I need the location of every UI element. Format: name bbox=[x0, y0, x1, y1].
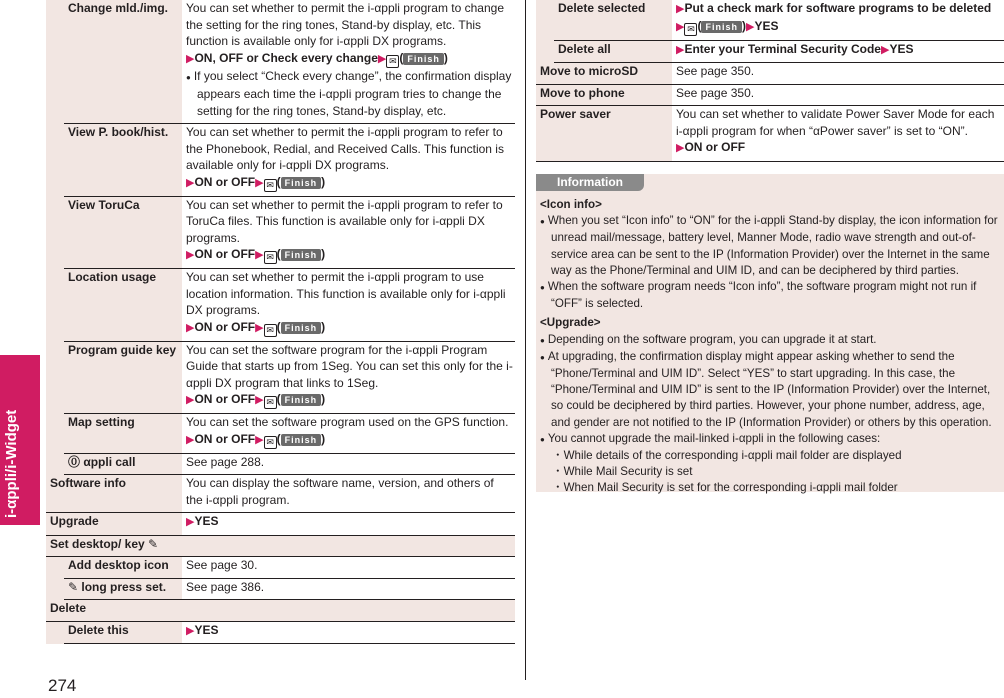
setting-description bbox=[182, 621, 515, 644]
icon-info-title: <Icon info> bbox=[540, 198, 602, 211]
arrow-icon: ▶ bbox=[255, 433, 264, 446]
finish-key-icon: Finish bbox=[281, 322, 322, 334]
setting-description bbox=[672, 84, 1004, 106]
table-row bbox=[46, 196, 515, 269]
table-row bbox=[46, 578, 515, 600]
setting-description bbox=[182, 196, 515, 269]
description-text: You can set whether to permit the i-αppli program to use location information. This function is available only for i-αppli DX programs. bbox=[186, 270, 506, 317]
finish-key-icon: Finish bbox=[281, 394, 322, 406]
action-line bbox=[676, 139, 1002, 157]
arrow-icon: ▶ bbox=[676, 3, 685, 15]
description-text: You can set the software program for the i-αppli Program Guide that starts up from 1Seg. You can set this only for the i-αppli DX program that links to 1Seg. bbox=[186, 342, 513, 390]
info-case-text: While details of the corresponding i-αppli mail folder are displayed bbox=[563, 449, 902, 463]
table-row bbox=[46, 621, 515, 644]
indent-cell bbox=[46, 578, 64, 600]
mail-key-icon: ✉ bbox=[684, 23, 697, 36]
group-header-row bbox=[46, 535, 515, 557]
setting-key-label: Software info bbox=[50, 476, 127, 490]
setting-description bbox=[672, 40, 1004, 63]
info-case-text: While Mail Security is set bbox=[563, 465, 693, 479]
group-key bbox=[46, 535, 515, 557]
table-row bbox=[536, 63, 1004, 85]
description-text: You can set the software program used on the GPS function. bbox=[186, 415, 509, 429]
indent-cell bbox=[46, 124, 64, 197]
description-text: You can set whether to validate Power Saver Mode for each i-αppli program for when “αPower saver” is set to “ON”. bbox=[676, 107, 995, 138]
table-row bbox=[46, 414, 515, 454]
setting-description bbox=[182, 414, 515, 454]
setting-description bbox=[182, 269, 515, 342]
arrow-icon: ▶ bbox=[186, 321, 195, 334]
info-case: ・While Mail Security is set bbox=[552, 465, 693, 479]
setting-key-label: Upgrade bbox=[50, 514, 99, 528]
setting-key bbox=[64, 453, 182, 475]
information-tag: Information bbox=[536, 174, 644, 191]
information-box bbox=[536, 174, 1004, 495]
setting-description bbox=[182, 341, 515, 414]
action-tail: YES bbox=[754, 18, 779, 33]
info-bullet: ● When you set “Icon info” to “ON” for the i-αppli Stand-by display, the icon information for unread mail/message, battery level, Manner Mode, radio wave strength and out-of-service area can be sent to the IP (Information Provider) over the Internet in the same way as the Phone/Terminal and UIM ID, and can be deciphered by third parties. bbox=[540, 213, 1002, 279]
action-label: ON or OFF bbox=[194, 174, 256, 189]
setting-key: Delete this bbox=[64, 621, 182, 644]
table-row bbox=[46, 453, 515, 475]
arrow-icon: ▶ bbox=[186, 433, 195, 446]
setting-description bbox=[672, 106, 1004, 162]
setting-key: Move to phone bbox=[536, 84, 672, 106]
group-header-row bbox=[46, 600, 515, 622]
action-label: ON or OFF bbox=[194, 431, 256, 446]
setting-description: See page 386. bbox=[182, 578, 515, 600]
side-tab-label: i-αppli/i-Widget bbox=[3, 409, 20, 518]
setting-key-label: Add desktop icon bbox=[68, 558, 169, 572]
info-case: ・While details of the corresponding i-αppli mail folder are displayed bbox=[552, 449, 902, 463]
description-text: See page 288. bbox=[186, 454, 265, 469]
finish-key-icon: Finish bbox=[701, 21, 742, 33]
arrow-icon: ▶ bbox=[676, 142, 685, 154]
setting-key bbox=[64, 269, 182, 342]
setting-description: ▶Put a check mark for software programs to be deleted ▶ ✉ ( Finish )▶YES bbox=[672, 0, 1004, 40]
side-tab bbox=[0, 0, 40, 698]
action-label: YES bbox=[194, 514, 219, 528]
setting-key bbox=[64, 196, 182, 269]
group-key bbox=[46, 600, 515, 622]
arrow-icon: ▶ bbox=[676, 43, 685, 56]
info-bullet: ● Depending on the software program, you can upgrade it at start. bbox=[540, 332, 1002, 349]
setting-key bbox=[64, 578, 182, 600]
table-row bbox=[46, 341, 515, 414]
arrow-icon: ▶ bbox=[255, 249, 264, 261]
setting-key bbox=[64, 557, 182, 579]
setting-key bbox=[64, 414, 182, 454]
arrow-icon: ▶ bbox=[676, 20, 685, 33]
arrow-icon: ▶ bbox=[880, 43, 890, 56]
setting-description bbox=[182, 475, 515, 513]
setting-key: Delete selected bbox=[554, 0, 672, 40]
action-line: ▶ON or OFF▶ ✉ ( Finish ) bbox=[186, 392, 326, 407]
group-key-label: Delete bbox=[50, 601, 87, 615]
description-text: See page 350. bbox=[676, 85, 755, 100]
setting-key bbox=[64, 124, 182, 197]
action-line: ▶ON or OFF▶ ✉ ( Finish ) bbox=[186, 247, 326, 262]
indent-cell bbox=[46, 269, 64, 342]
indent-cell bbox=[46, 414, 64, 454]
setting-description bbox=[182, 124, 515, 197]
pen-icon: ✎ bbox=[68, 579, 82, 594]
setting-description bbox=[672, 63, 1004, 85]
table-row bbox=[536, 0, 1004, 40]
info-bullet: ● You cannot upgrade the mail-linked i-αppli in the following cases: bbox=[540, 431, 1002, 448]
arrow-icon: ▶ bbox=[186, 624, 195, 637]
setting-key-label: long press set. bbox=[81, 579, 167, 594]
arrow-icon: ▶ bbox=[186, 176, 195, 189]
indent-cell bbox=[46, 0, 64, 124]
action-line: ▶ON or OFF▶ ✉ ( Finish ) bbox=[186, 319, 326, 335]
mail-key-icon: ✉ bbox=[264, 396, 277, 409]
note-bullet: ● If you select “Check every change”, the confirmation display appears each time the i-αppli program tries to change the setting for the ring tones, Stand-by display, etc. bbox=[186, 68, 513, 120]
table-row bbox=[46, 269, 515, 342]
setting-key-label: View P. book/hist. bbox=[68, 125, 169, 139]
setting-description: See page 30. bbox=[182, 557, 515, 579]
arrow-icon: ▶ bbox=[186, 516, 195, 528]
arrow-icon: ▶ bbox=[255, 176, 264, 189]
setting-key-label: Map setting bbox=[68, 415, 135, 429]
info-bullet: ● At upgrading, the confirmation display might appear asking whether to send the “Phone/Terminal and UIM ID”. Select “YES” to start upgrading. In this case, the “Phone/Terminal and UIM ID” is sent to the IP (Information Provider) over the Internet, so could be deciphered by third parties. However, your phone number, address, age, and gender are not notified to the IP (Information Provider) or others by this operation. bbox=[540, 349, 1002, 431]
appli-key-icon: ⓪ bbox=[68, 454, 84, 469]
indent-cell bbox=[46, 557, 64, 579]
arrow-icon: ▶ bbox=[186, 249, 195, 261]
mail-key-icon: ✉ bbox=[264, 436, 277, 449]
mail-key-icon: ✉ bbox=[264, 251, 277, 264]
indent-cell bbox=[536, 40, 554, 63]
action-label: YES bbox=[194, 622, 219, 637]
arrow-icon: ▶ bbox=[186, 52, 195, 65]
finish-key-icon: Finish bbox=[281, 434, 322, 446]
info-case: ・When Mail Security is set for the corresponding i-αppli mail folder bbox=[552, 481, 898, 495]
arrow-icon: ▶ bbox=[255, 394, 264, 406]
upgrade-info-title: <Upgrade> bbox=[540, 316, 601, 330]
group-key-label: Set desktop/ key bbox=[50, 536, 145, 551]
right-settings-table bbox=[536, 0, 1004, 162]
indent-cell bbox=[46, 196, 64, 269]
action-label: Put a check mark for software programs to be deleted bbox=[684, 1, 992, 15]
arrow-icon: ▶ bbox=[745, 20, 755, 33]
action-label: Enter your Terminal Security Code bbox=[684, 41, 881, 56]
setting-key bbox=[46, 475, 182, 513]
setting-key bbox=[64, 0, 182, 124]
description-text: See page 350. bbox=[676, 64, 755, 78]
page-number: 274 bbox=[48, 676, 77, 695]
indent-cell bbox=[46, 341, 64, 414]
setting-key-label: View ToruCa bbox=[68, 197, 140, 212]
mail-key-icon: ✉ bbox=[386, 55, 399, 68]
setting-key bbox=[64, 341, 182, 414]
table-row bbox=[46, 124, 515, 197]
arrow-icon: ▶ bbox=[186, 394, 195, 406]
action-tail: YES bbox=[889, 41, 914, 56]
table-row bbox=[46, 0, 515, 124]
table-row bbox=[46, 513, 515, 536]
action-line: ▶ON or OFF▶ ✉ ( Finish ) bbox=[186, 431, 326, 447]
setting-description bbox=[182, 0, 515, 124]
table-row bbox=[536, 40, 1004, 63]
setting-key-label: αppli call bbox=[83, 454, 136, 469]
setting-key-label: Change mld./img. bbox=[68, 1, 169, 15]
arrow-icon: ▶ bbox=[377, 52, 387, 65]
left-settings-table bbox=[46, 0, 515, 644]
setting-key: Delete all bbox=[554, 40, 672, 63]
description-text: You can set whether to permit the i-αppli program to change the setting for the ring tones, Stand-by display, etc. This function is available only for i-αppli DX programs. bbox=[186, 1, 505, 48]
indent-cell bbox=[46, 621, 64, 644]
setting-key: Move to microSD bbox=[536, 63, 672, 85]
mail-key-icon: ✉ bbox=[264, 324, 277, 337]
finish-key-icon: Finish bbox=[281, 249, 322, 261]
finish-key-icon: Finish bbox=[403, 53, 444, 65]
table-row bbox=[536, 106, 1004, 162]
finish-key-icon: Finish bbox=[281, 177, 322, 189]
info-case-text: When Mail Security is set for the corresponding i-αppli mail folder bbox=[563, 481, 898, 495]
description-text: You can set whether to permit the i-αppli program to refer to ToruCa files. This function is available only for i-αppli DX programs. bbox=[186, 197, 503, 245]
action-label: ON or OFF bbox=[194, 319, 256, 334]
action-label: ON, OFF or Check every change bbox=[194, 50, 378, 65]
action-label: ON or OFF bbox=[194, 247, 256, 261]
indent-cell bbox=[46, 453, 64, 475]
indent-cell bbox=[536, 0, 554, 40]
arrow-icon: ▶ bbox=[255, 321, 264, 334]
action-label: ON or OFF bbox=[194, 392, 256, 406]
table-row bbox=[536, 84, 1004, 106]
action-line: ▶ON, OFF or Check every change▶ ✉ ( Finish ) bbox=[186, 50, 448, 66]
setting-key-label: Program guide key bbox=[68, 342, 177, 357]
mail-key-icon: ✉ bbox=[264, 179, 277, 192]
column-divider bbox=[525, 0, 526, 680]
pen-icon: ✎ bbox=[144, 536, 159, 551]
action-label: ON or OFF bbox=[684, 140, 746, 154]
description-text: You can display the software name, version, and others of the i-αppli program. bbox=[186, 476, 494, 507]
info-bullet: ● When the software program needs “Icon info”, the software program might not run if “OFF” is selected. bbox=[540, 279, 1002, 312]
setting-description bbox=[182, 453, 515, 475]
table-row bbox=[46, 557, 515, 579]
setting-key: Power saver bbox=[536, 106, 672, 162]
setting-key bbox=[46, 513, 182, 536]
setting-description bbox=[182, 513, 515, 536]
setting-key-label: Location usage bbox=[68, 270, 157, 284]
description-text: You can set whether to permit the i-αppli program to refer to the Phonebook, Redial, and Received Calls. This function is available only for i-αppli DX programs. bbox=[186, 125, 504, 172]
action-line: ▶ON or OFF▶ ✉ ( Finish ) bbox=[186, 174, 326, 190]
table-row bbox=[46, 475, 515, 513]
